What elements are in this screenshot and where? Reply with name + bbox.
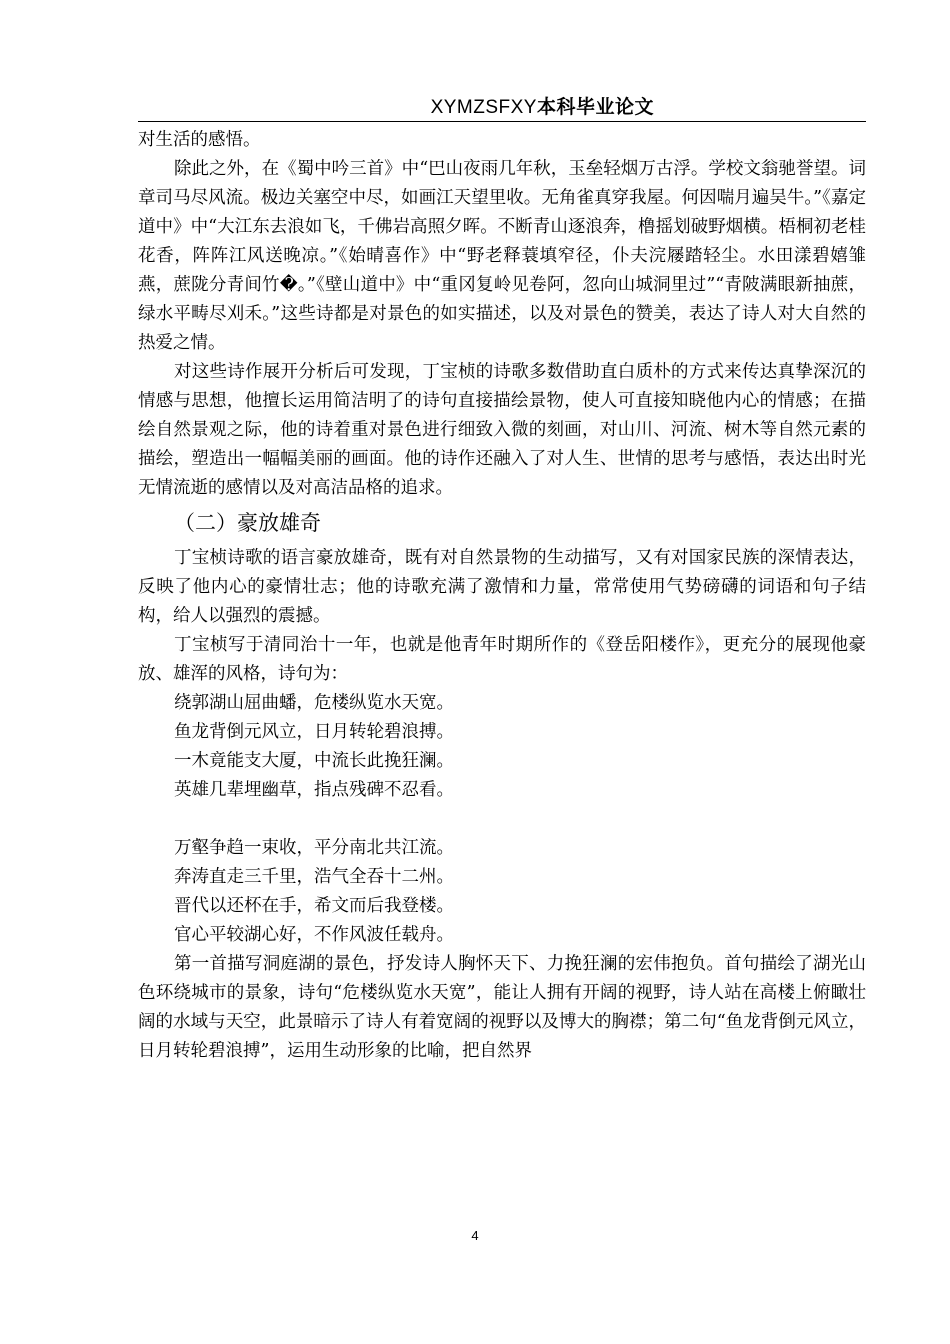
poem-stanza-1 — [138, 689, 866, 805]
paragraph-style-intro: 丁宝桢诗歌的语言豪放雄奇，既有对自然景物的生动描写，又有对国家民族的深情表达，反映了他内心的豪情壮志；他的诗歌充满了激情和力量，常常使用气势磅礴的词语和句子结构，给人以强烈的震撼。 — [138, 548, 866, 626]
poem-line: 官心平较湖心好，不作风波任载舟。 — [174, 925, 454, 945]
paragraph-poem-intro: 丁宝桢写于清同治十一年，也就是他青年时期所作的《登岳阳楼作》，更充分的展现他豪放、雄浑的风格，诗句为： — [138, 635, 866, 684]
header-latin: XYMZSFXY — [430, 97, 537, 118]
stanza-gap — [138, 805, 866, 834]
paragraph-analysis: 对这些诗作展开分析后可发现，丁宝桢的诗歌多数借助直白质朴的方式来传达真挚深沉的情感与思想，他擅长运用简洁明了的诗句直接描绘景物，使人可直接知晓他内心的情感；在描绘自然景观之际，他的诗着重对景色进行细致入微的刻画，对山川、河流、树木等自然元素的描绘，塑造出一幅幅美丽的画面。他的诗作还融入了对人生、世情的思考与感悟，表达出时光无情流逝的感情以及对高洁品格的追求。 — [138, 362, 866, 498]
poem-line: 绕郭湖山屈曲蟠，危楼纵览水天宽。 — [174, 693, 454, 713]
paragraph-poem-analysis: 第一首描写洞庭湖的景色，抒发诗人胸怀天下、力挽狂澜的宏伟抱负。首句描绘了湖光山色环绕城市的景象，诗句“危楼纵览水天宽”，能让人拥有开阔的视野，诗人站在高楼上俯瞰壮阔的水域与天空，此景暗示了诗人有着宽阔的视野以及博大的胸襟；第二句“鱼龙背倒元风立，日月转轮碧浪搏”，运用生动形象的比喻，把自然界 — [138, 954, 866, 1061]
header-cjk: 本科毕业论文 — [536, 96, 654, 118]
section-heading: （二）豪放雄奇 — [174, 511, 321, 535]
poem-line: 鱼龙背倒元风立，日月转轮碧浪搏。 — [174, 722, 454, 742]
page-number: 4 — [471, 1228, 479, 1243]
document-body — [138, 126, 866, 1066]
poem-line: 一木竟能支大厦，中流长此挽狂澜。 — [174, 751, 454, 771]
poem-line: 奔涛直走三千里，浩气全吞十二州。 — [174, 867, 454, 887]
poem-line: 晋代以还杯在手，希文而后我登楼。 — [174, 896, 454, 916]
poem-line: 英雄几辈埋幽草，指点残碑不忍看。 — [174, 780, 454, 800]
paragraph-poem-examples: 除此之外，在《蜀中吟三首》中“巴山夜雨几年秋，玉垒轻烟万古浮。学校文翁驰誉望。词章司马尽风流。极边关塞空中尽，如画江天望里收。无角雀真穿我屋。何因喘月遍吴牛。”《嘉定道中》中“大江东去浪如飞，千佛岩高照夕晖。不断青山逐浪奔，橹摇划破野烟横。梧桐初老桂花香，阵阵江风送晚凉。”《始晴喜作》中“野老释蓑填窄径，仆夫浣屦踏轻尘。水田漾碧嬉雏燕，蔗陇分青间竹�。”《壁山道中》中“重冈复岭见卷阿，忽向山城洞里过”“青陂满眼新抽蔗，绿水平畴尽刈禾。”这些诗都是对景色的如实描述，以及对景色的赞美，表达了诗人对大自然的热爱之情。 — [138, 159, 866, 353]
poem-stanza-2 — [138, 834, 866, 950]
poem-line: 万壑争趋一束收，平分南北共江流。 — [174, 838, 454, 858]
header-title — [431, 92, 654, 119]
paragraph-continuation: 对生活的感悟。 — [138, 130, 261, 150]
page-header — [138, 90, 866, 122]
